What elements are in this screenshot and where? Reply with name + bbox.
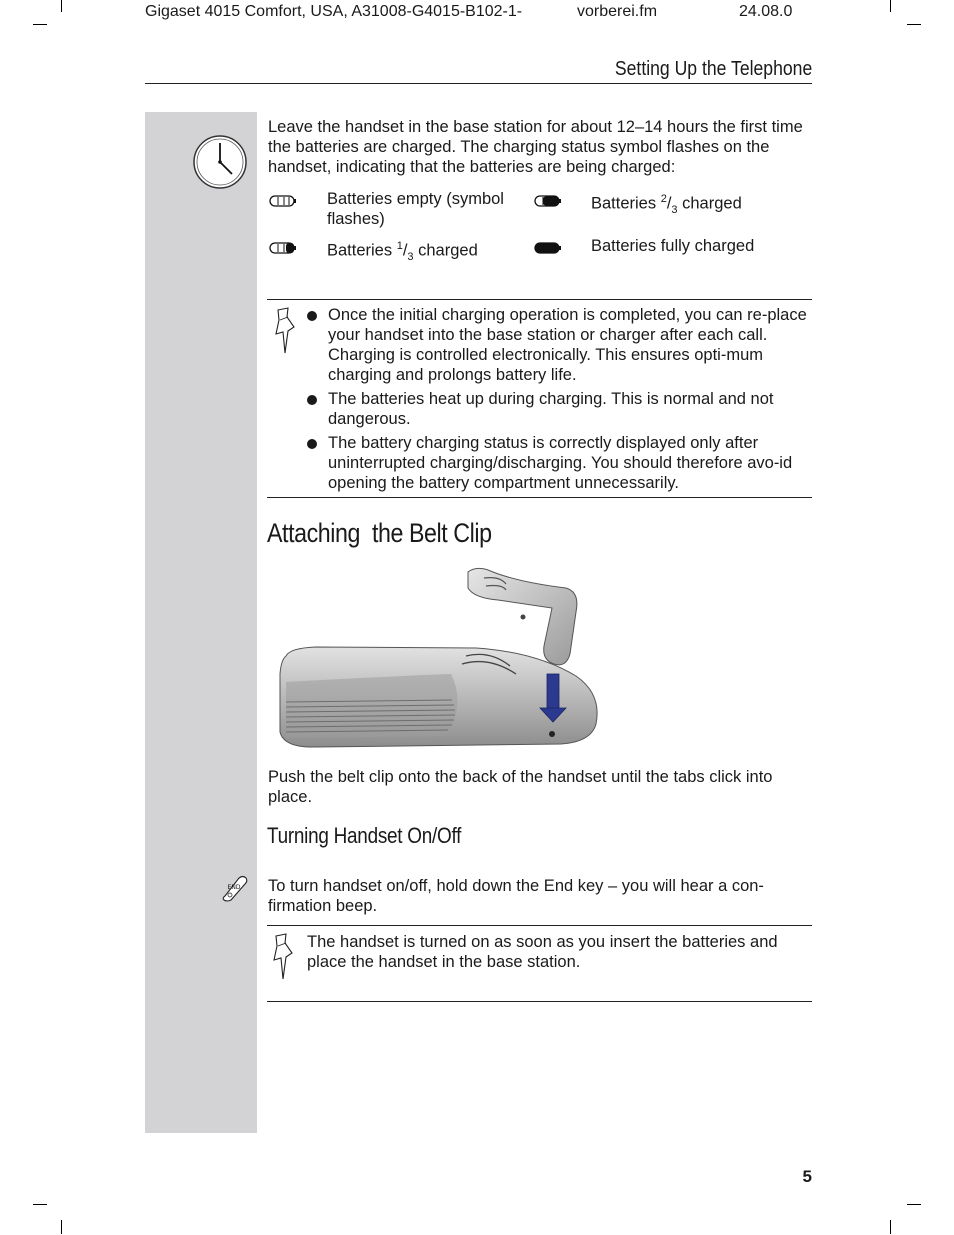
notes-bottom-rule: [267, 497, 812, 498]
crop-mark: [890, 0, 891, 12]
battery-two-thirds-icon: [534, 194, 562, 213]
battery-state-two-thirds: Batteries $^2/_3$ charged: [591, 193, 742, 216]
battery-state-one-third: Batteries $^1/_3$ charged: [327, 240, 478, 263]
clock-icon: [192, 134, 248, 195]
file-name: vorberei.fm: [577, 3, 658, 20]
crop-mark: [61, 1220, 62, 1234]
battery-empty-icon: [269, 194, 297, 213]
charging-intro: Leave the handset in the base station for about 12–14 hours the first time the batteries are charged. The charging status symbol flashes on the handset, indicating that the batteries are being charged:: [268, 118, 803, 176]
crop-mark: [907, 1204, 921, 1205]
note-item: Once the initial charging operation is completed, you can re-place your handset into the base station or charger after each call. Charging is controlled electronically. This ensures opti-mum charging and prolongs battery life.: [306, 305, 812, 385]
belt-clip-heading: Attaching the Belt Clip: [267, 518, 492, 548]
power-note-top-rule: [267, 925, 812, 926]
end-key-label: END: [227, 884, 241, 891]
pushpin-icon: [272, 307, 298, 360]
power-heading: Turning Handset On/Off: [267, 823, 462, 848]
battery-state-full: Batteries fully charged: [591, 237, 755, 255]
battery-state-empty: Batteries empty (symbol flashes): [327, 190, 504, 228]
section-title: Setting Up the Telephone: [614, 58, 812, 80]
power-note-bottom-rule: [267, 1001, 812, 1002]
end-key-icon: [219, 874, 249, 907]
pushpin-icon: [270, 933, 296, 986]
power-text: To turn handset on/off, hold down the End key – you will hear a con-firmation beep.: [268, 877, 764, 915]
battery-full-icon: [534, 241, 562, 260]
belt-clip-text: Push the belt clip onto the back of the handset until the tabs click into place.: [268, 768, 773, 806]
crop-mark: [61, 0, 62, 12]
header-rule: [145, 83, 812, 84]
crop-mark: [890, 1220, 891, 1234]
doc-id: Gigaset 4015 Comfort, USA, A31008-G4015-B102-1-: [145, 3, 523, 20]
crop-mark: [33, 1204, 47, 1205]
crop-mark: [907, 24, 921, 25]
notes-top-rule: [267, 299, 812, 300]
note-item: The batteries heat up during charging. This is normal and not dangerous.: [306, 389, 812, 429]
power-note: The handset is turned on as soon as you insert the batteries and place the handset in the base station.: [307, 933, 778, 971]
handset-belt-clip-illustration: [276, 564, 606, 759]
margin-sidebar: [145, 112, 257, 1133]
crop-mark: [33, 24, 47, 25]
battery-one-third-icon: [269, 241, 297, 260]
doc-date: 24.08.0: [739, 3, 793, 20]
note-item: The battery charging status is correctly displayed only after uninterrupted charging/discharging. You should therefore avo-id opening the battery compartment unnecessarily.: [306, 433, 812, 493]
page-number: 5: [802, 1167, 812, 1186]
notes-list: [306, 305, 812, 497]
